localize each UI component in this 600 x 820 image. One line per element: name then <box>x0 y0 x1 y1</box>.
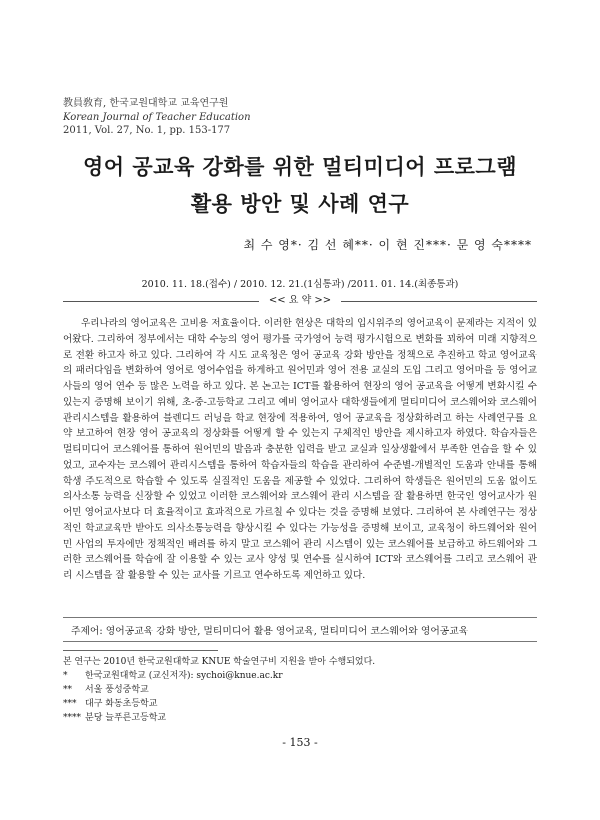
footnote-item <box>63 697 375 711</box>
footnote-item <box>63 669 375 683</box>
abstract-text: 우리나라의 영어교육은 고비용 저효율이다. 이러한 현상은 대학의 입시위주의 영어교육이 문제라는 지적이 있어왔다. 그리하여 정부에서는 대학 수능의 영어 평가를 국가영어 능력 평가시험으로 변화를 꾀하여 미래 지향적으로 전환 하고자 하고 있다. 그리하여 각 시도 교육청은 영어 공교육 강화 방안을 정책으로 추진하고 학교 영어교육의 패러다임을 변화하여 영어로 영어수업을 하게하고 원어민과 영어 전용 교실의 도입 그리고 영어마을 등 영어교사들의 영어 연수 등 많은 노력을 하고 있다. 본 논고는 ICT를 활용하여 현장의 영어 공교육을 어떻게 변화시킬 수 있는지 증명해 보이기 위해, 초-중-고등학교 그리고 예비 영어교사 대학생들에게 멀티미디어 코스웨어와 코스웨어 관리시스템을 활용하여 블렌디드 러닝을 학교 현장에 적용하여, 영어 공교육을 정상화하려고 하는 사례연구를 요약 보고하여 현장 영어 공교육의 정상화를 어떻게 할 수 있는지 구체적인 방안을 제시하고자 하였다. 학습자들은 멀티미디어 코스웨어를 통하여 원어민의 발음과 충분한 입력을 받고 교실과 일상생활에서 부족한 연습을 할 수 있었고, 교수자는 코스웨어 관리시스템을 통하여 학습자들의 학습을 관리하여 수준별-개별적인 도움과 안내를 통해 학생 주도적으로 학습할 수 있도록 실질적인 도움을 제공할 수 있었다. 그리하여 학생들은 원어민의 도움 없이도 의사소통 능력을 신장할 수 있었고 이러한 코스웨어와 코스웨어 관리 시스템을 잘 활용하면 한국인 영어교사가 원어민 영어교사보다 더 효율적이고 효과적으로 가르칠 수 있다는 것을 증명해 보였다. 그리하여 본 사례연구는 정상적인 학교교육만 받아도 의사소통능력을 향상시킬 수 있다는 가능성을 증명해 보이고, 교육청이 하드웨어와 원어민 사업의 투자에만 정책적인 배려를 하지 말고 코스웨어 관리 시스템이 있는 코스웨어를 보급하고 하드웨어와 그러한 코스웨어를 학습에 잘 이용할 수 있는 교사 양성 및 연수를 실시하여 ICT와 코스웨어를 그리고 코스웨어 관리 시스템을 잘 활용할 수 있는 교사를 기르고 연수하도록 제언하고 있다. <box>63 318 537 581</box>
footnote-mark: *** <box>63 699 77 709</box>
keywords-box <box>63 617 537 642</box>
journal-name-korean: 教員敎育, 한국교원대학교 교육연구원 <box>63 98 229 109</box>
journal-volume: 2011, Vol. 27, No. 1, pp. 153-177 <box>63 125 231 136</box>
footnote-text: 대구 화동초등학교 <box>85 699 158 709</box>
heading-rule-right <box>341 301 537 302</box>
footnote-text: 서울 풍성중학교 <box>85 685 149 695</box>
footnotes <box>63 655 375 725</box>
keywords: 주제어: 영어공교육 강화 방안, 멀티미디어 활용 영어교육, 멀티미디어 코스웨어와 영어공교육 <box>71 626 469 637</box>
footnote-text: 분당 늘푸른고등학교 <box>85 713 167 723</box>
footnote-item <box>63 711 375 725</box>
abstract-heading-row <box>63 293 537 309</box>
abstract-heading: << 요 약 >> <box>268 295 332 306</box>
footnote-mark: **** <box>63 713 81 723</box>
footnote-item <box>63 683 375 697</box>
footnote-mark: ** <box>63 685 72 695</box>
submission-dates: 2010. 11. 18.(접수) / 2010. 12. 21.(1심통과) /2011. 01. 14.(최종통과) <box>141 279 459 290</box>
page-number: - 153 - <box>282 736 318 749</box>
journal-info <box>63 97 251 138</box>
footnote-mark: * <box>63 671 68 681</box>
paper-title-line-2: 활용 방안 및 사례 연구 <box>190 192 410 216</box>
journal-name-english: Korean Journal of Teacher Education <box>63 111 251 123</box>
funding-note: 본 연구는 2010년 한국교원대학교 KNUE 학술연구비 지원을 받아 수행되었다. <box>63 657 376 667</box>
paper-title-line-1: 영어 공교육 강화를 위한 멀티미디어 프로그램 <box>83 155 517 179</box>
footnote-divider <box>63 650 218 651</box>
footnote-text: 한국교원대학교 (교신저자): sychoi@knue.ac.kr <box>85 671 283 681</box>
author-list: 최 수 영*· 김 선 혜**· 이 현 진***· 문 영 숙**** <box>243 238 532 252</box>
